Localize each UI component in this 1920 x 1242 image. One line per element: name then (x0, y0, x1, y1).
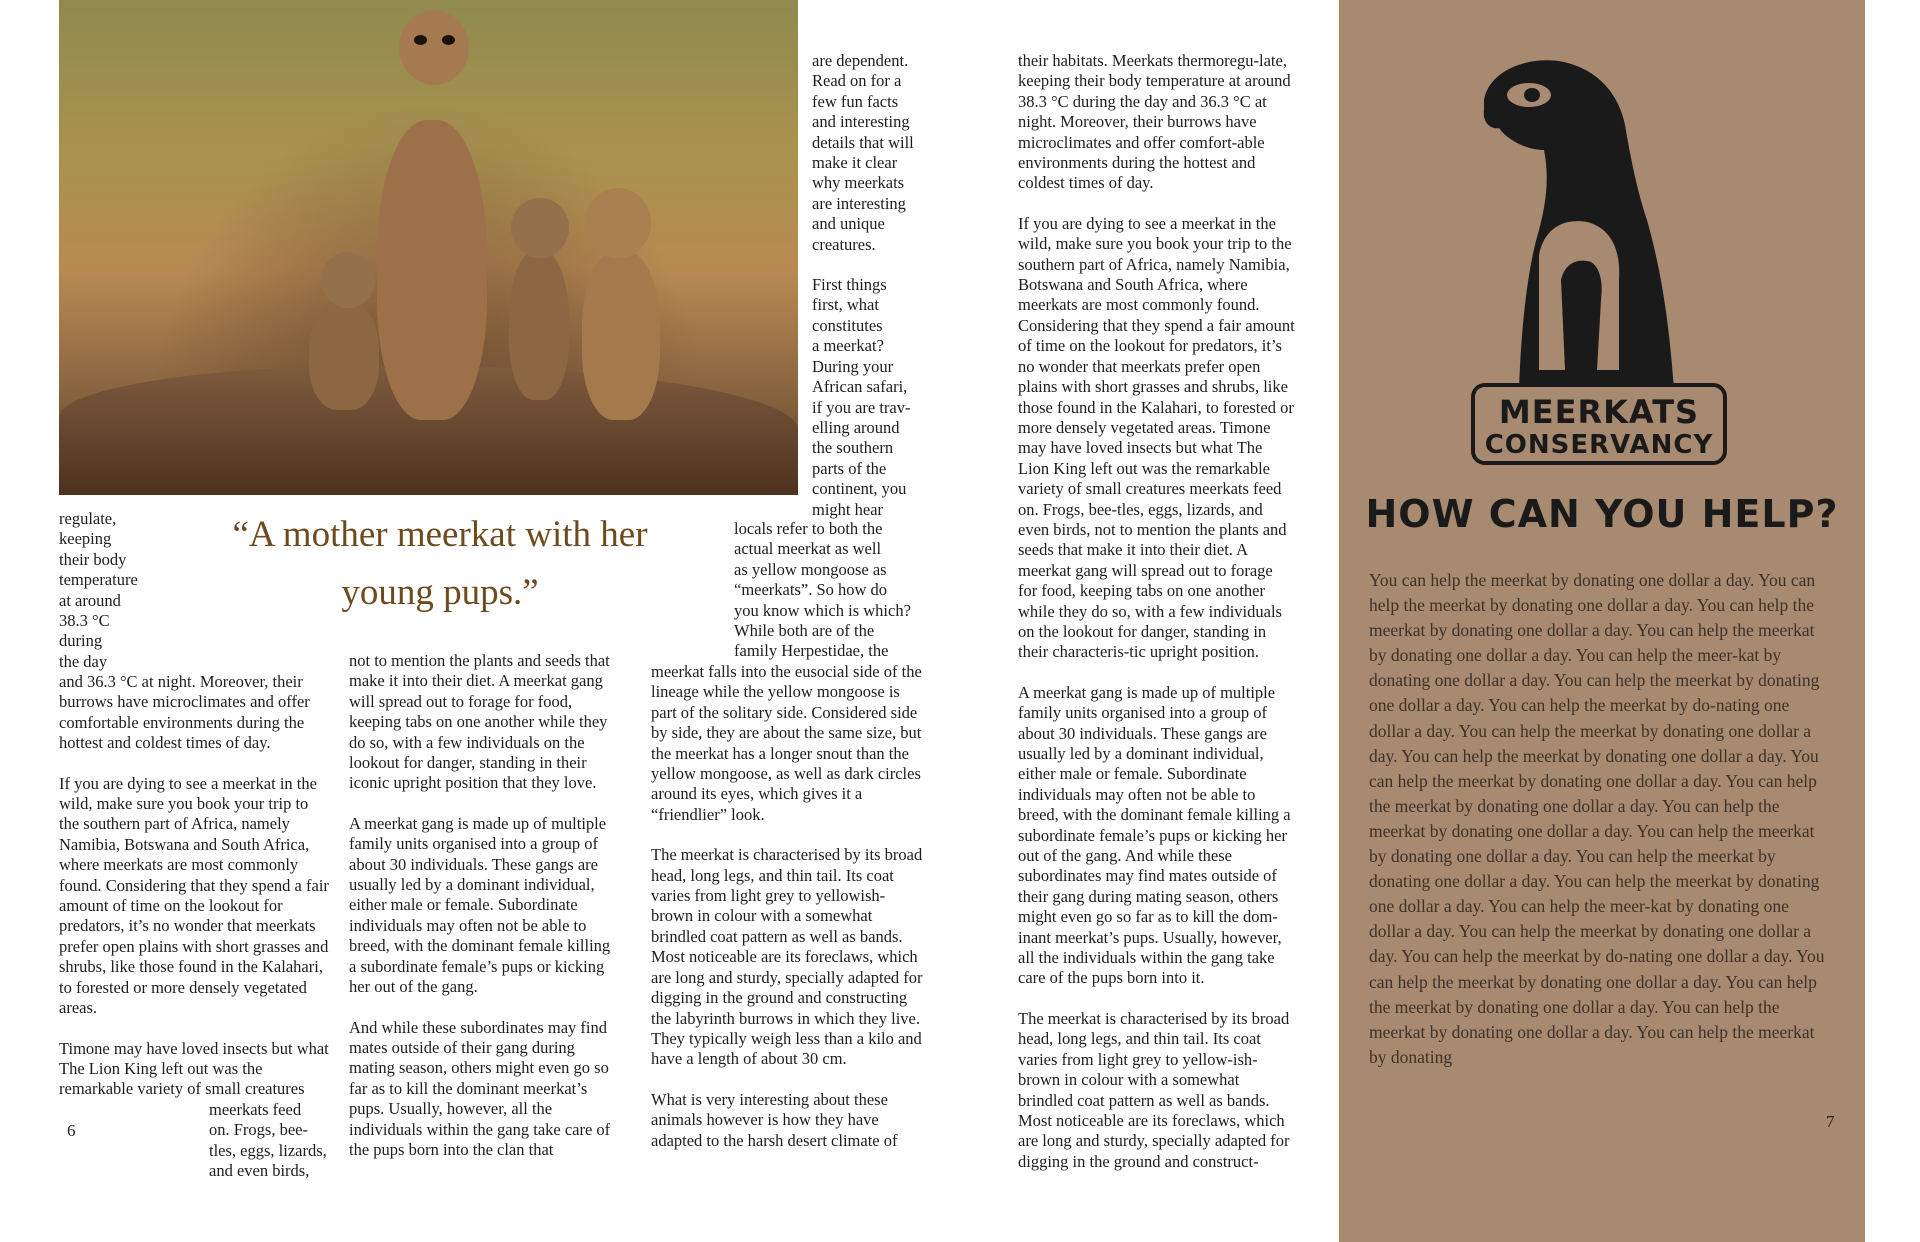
logo-line-1: MEERKATS (1498, 393, 1700, 431)
column-4 (1018, 51, 1296, 1172)
page-number-left: 6 (67, 1121, 76, 1140)
column-4-para-4: The meerkat is characterised by its broad head, long legs, and thin tail. Its coat varies from light grey to yellow-ish-brown in colour with a somewhat brindled coat pattern as well as bands. Most noticeable are its foreclaws, which are long and sturdy, specially adapted for digging in the ground and construct- (1018, 1008, 1290, 1171)
column-3-mid-text: locals refer to both the actual meerkat as well as yellow mongoose as “meerkats”. So how do you know which is which? While both are of the family Herpestidae, the (734, 519, 911, 661)
column-3-narrow (812, 51, 927, 520)
help-title: HOW CAN YOU HELP? (1365, 492, 1839, 536)
column-3-narrow-para-1: are dependent. Read on for a few fun facts and interesting details that will make it clear why meerkats are interesting and unique creatures. (812, 51, 914, 254)
column-3-para-3: What is very interesting about these animals however is how they have adapted to the harsh desert climate of (651, 1089, 898, 1150)
help-text: You can help the meerkat by donating one dollar a day. You can help the meerkat by donating one dollar a day. You can help the meerkat by donating one dollar a day. You can help the meerkat by donating one dollar a day. You can help the meer-kat by donating one dollar a day. You can help the meerkat by donating one dollar a day. You can help the meerkat by do-nating one dollar a day. You can help the meerkat by donating one dollar a day. You can help the meerkat by donating one dollar a day. You can help the meerkat by donating one dollar a day. You can help the meerkat by donating one dollar a day. You can help the meerkat by donating one dollar a day. You can help the meerkat by donating one dollar a day. You can help the meerkat by donating one dollar a day. You can help the meerkat by donating one dollar a day. You can help the meer-kat by donating one dollar a day. You can help the meerkat by donating one dollar a day. You can help the meerkat by do-nating one dollar a day. You can help the meerkat by donating one dollar a day. You can help the meerkat by donating one dollar a day. You can help the meerkat by donating one dollar a day. You can help the meerkat by donating (1369, 570, 1825, 1067)
column-3-mid (734, 519, 929, 662)
column-1-para-2: If you are dying to see a meerkat in the wild, make sure you book your trip to the southern part of Africa, namely Namibia, Botswana and South Africa, where meerkats are most commonly found. Considering that they spend a fair amount of time on the lookout for predators, it’s no wonder that meerkats prefer open plains with short grasses and shrubs, like those found in the Kalahari, to forested or more densely vegetated areas. (59, 773, 329, 1018)
column-4-para-2: If you are dying to see a meerkat in the wild, make sure you book your trip to the southern part of Africa, namely Namibia, Botswana and South Africa, where meerkats are most commonly found. Considering that they spend a fair amount of time on the lookout for predators, it’s no wonder that meerkats prefer open plains with short grasses and shrubs, like those found in the Kalahari, to forested or more densely vegetated areas. Timone may have loved insects but what The Lion King left out was the remarkable variety of small creatures meerkats feed on. Frogs, bee-tles, eggs, lizards, and even birds, not to mention the plants and seeds that make it into their diet. A meerkat gang will spread out to forage for food, keeping tabs on one another while they do so, with a few individuals on the lookout for danger, standing in their characteris-tic upright position. (1018, 213, 1295, 662)
column-4-para-3: A meerkat gang is made up of multiple family units organised into a group of about 30 individuals. These gangs are usually led by a dominant individual, either male or female. Subordinate individuals may often not be able to breed, with the dominant female killing a subordinate female’s pups or kicking her out of the gang. And while these subordinates may find mates outside of their gang during mating season, others might even go so far as to kill the dom-inant meerkat’s pups. Usually, however, all the individuals within the gang take care of the pups born into it. (1018, 682, 1291, 988)
column-2-para-1: not to mention the plants and seeds that make it into their diet. A meerkat gang will spread out to forage for food, keeping tabs on one another while they do so, with a few individuals on the lookout for danger, standing in their iconic upright position that they love. (349, 651, 610, 793)
column-1-para-3: Timone may have loved insects but what The Lion King left out was the remarkable variety of small creatures (59, 1038, 329, 1099)
pull-quote: “A mother meerkat with her young pups.” (232, 514, 648, 613)
column-4-para-1: their habitats. Meerkats thermoregu-late, keeping their body temperature at around 38.3 °C during the day and 36.3 °C at night. Moreover, their burrows have microclimates and offer comfort-able environments during the hottest and coldest times of day. (1018, 51, 1291, 193)
column-1-tail (209, 1100, 334, 1182)
help-panel (1339, 0, 1865, 1242)
column-1-para-1: and 36.3 °C at night. Moreover, their burrows have microclimates and offer comfortable environments during the hottest and coldest times of day. (59, 672, 310, 753)
logo-line-2: CONSERVANCY (1484, 430, 1714, 460)
column-3-para-1: meerkat falls into the eusocial side of the lineage while the yellow mongoose is part of the solitary side. Considered side by side, they are about the same size, but the meerkat has a longer snout than the yellow mongoose, as well as dark circles around its eyes, which gives it a “friendlier” look. (651, 662, 922, 824)
meerkat-silhouette-icon (1339, 0, 1865, 400)
column-1 (59, 672, 329, 1100)
page-number-right: 7 (1826, 1112, 1835, 1131)
column-2-para-3: And while these subordinates may find mates outside of their gang during mating season, others might even go so far as to kill the dominant meerkat’s pups. Usually, however, all the individuals within the gang take care of the pups born into the clan that (349, 1017, 611, 1159)
column-3 (651, 662, 926, 1151)
column-1-top-text: regulate, keeping their body temperature at around 38.3 °C during the day (59, 509, 138, 671)
column-3-para-2: The meerkat is characterised by its broad head, long legs, and thin tail. Its coat varies from light grey to yellowish-brown in colour with a somewhat brindled coat pattern as well as bands. Most noticeable are its foreclaws, which are long and sturdy, specially adapted for digging in the ground and constructing the labyrinth burrows in which they live. They typically weigh less than a kilo and have a length of about 30 cm. (651, 845, 923, 1069)
column-2-para-2: A meerkat gang is made up of multiple family units organised into a group of about 30 individuals. These gangs are usually led by a dominant individual, either male or female. Subordinate individuals may often not be able to breed, with the dominant female killing a subordinate female’s pups or kicking her out of the gang. (349, 813, 611, 997)
column-2 (349, 651, 619, 1160)
column-1-tail-text: meerkats feed on. Frogs, bee- tles, eggs, lizards, and even birds, (209, 1100, 327, 1181)
conservancy-logo (1471, 383, 1727, 465)
column-3-narrow-para-2: First things first, what constitutes a meerkat? During your African safari, if you are trav- elling around the southern parts of the continent, you might hear (812, 275, 911, 519)
meerkat-family-photo (59, 0, 798, 495)
column-1-top (59, 509, 154, 672)
